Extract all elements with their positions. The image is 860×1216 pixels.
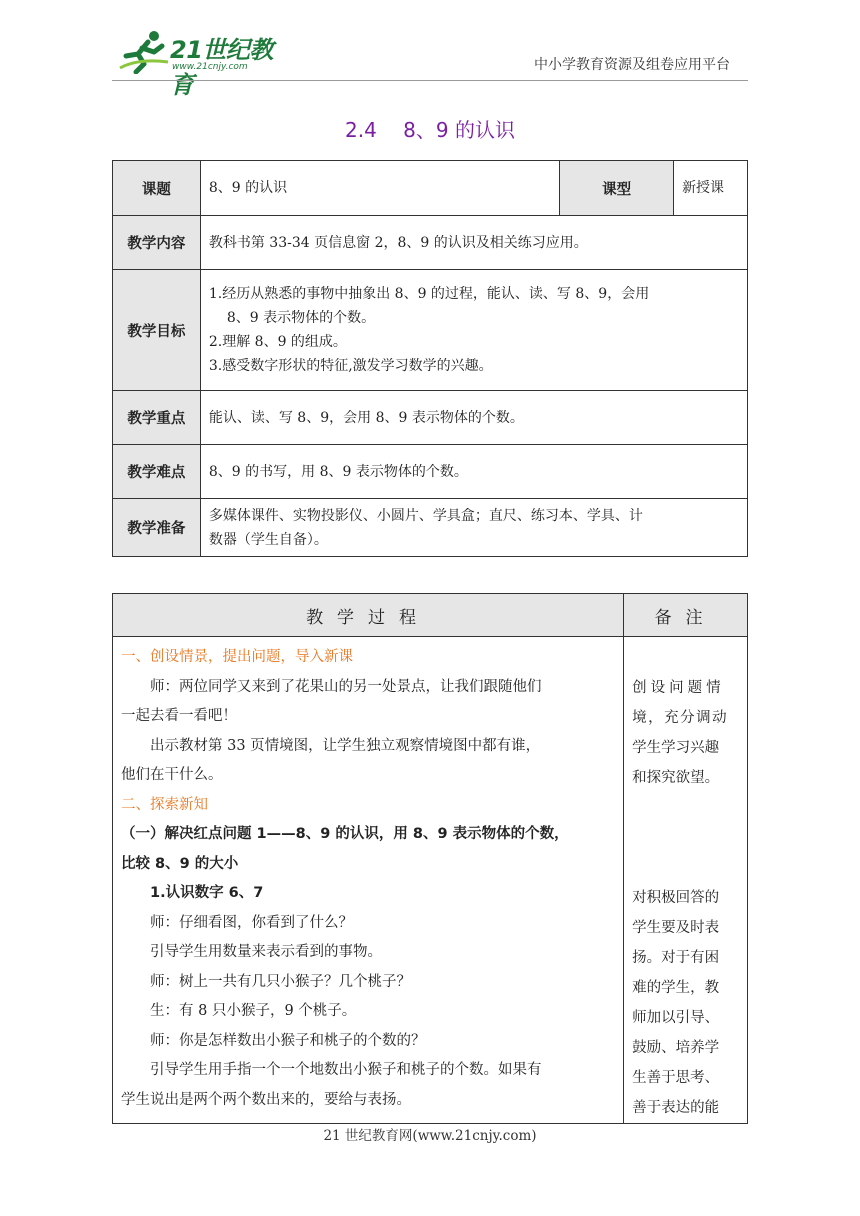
goal-line: 1.经历从熟悉的事物中抽象出 8、9 的过程，能认、读、写 8、9，会用: [208, 286, 650, 302]
row-preparation: [113, 499, 748, 557]
prep-label: 教学准备: [113, 499, 201, 557]
goals-label: 教学目标: [113, 270, 201, 391]
subsection-heading: （一）解决红点问题 1——8、9 的认识，用 8、9 表示物体的个数，: [121, 826, 569, 842]
process-header-row: [113, 594, 748, 637]
subsection-heading: 比较 8、9 的大小: [121, 855, 239, 872]
note-line: 学生要及时表: [632, 920, 720, 936]
prep-value: [200, 499, 747, 557]
paragraph: 生：有 8 只小猴子，9 个桃子。: [150, 1003, 357, 1019]
note-line: 对积极回答的: [632, 890, 720, 906]
paragraph: 师：树上一共有几只小猴子？几个桃子？: [150, 973, 411, 990]
platform-label: 中小学教育资源及组卷应用平台: [534, 57, 730, 73]
note-line: 善于表达的能: [632, 1100, 720, 1116]
goal-line: 3.感受数字形状的特征,激发学习数学的兴趣。: [208, 358, 493, 374]
key-label: 教学重点: [113, 391, 201, 445]
note-line: 境，充分调动: [632, 710, 729, 726]
page-header: [0, 0, 860, 99]
prep-line: 多媒体课件、实物投影仪、小圆片、学具盒；直尺、练习本、学具、计: [208, 507, 643, 524]
process-header: 教学过程: [113, 594, 624, 637]
paragraph: 师：两位同学又来到了花果山的另一处景点，让我们跟随他们: [150, 678, 542, 695]
difficult-value: 8、9 的书写，用 8、9 表示物体的个数。: [200, 445, 747, 499]
step-heading: 1.认识数字 6、7: [150, 885, 264, 901]
paragraph: 引导学生用数量来表示看到的事物。: [150, 944, 382, 960]
note-header: 备注: [624, 594, 748, 637]
note-spacer: [632, 793, 739, 883]
runner-logo-icon: [118, 28, 170, 74]
topic-value: 8、9 的认识: [200, 161, 559, 216]
row-content: [113, 216, 748, 270]
logo-url: www.21cnjy.com: [172, 62, 248, 72]
notes-column: [624, 637, 748, 1124]
type-label: 课型: [560, 161, 674, 216]
type-value: 新授课: [674, 161, 748, 216]
row-difficult-point: [113, 445, 748, 499]
goal-line: 2.理解 8、9 的组成。: [208, 334, 347, 350]
logo-text: 21世纪教育: [170, 36, 273, 99]
header-divider: [112, 80, 748, 81]
note-line: 生善于思考、: [632, 1070, 720, 1086]
row-goals: [113, 270, 748, 391]
difficult-label: 教学难点: [113, 445, 201, 499]
paragraph: 他们在干什么。: [121, 767, 223, 783]
note-line: 师加以引导、: [632, 1010, 720, 1026]
paragraph: 一起去看一看吧！: [121, 708, 237, 724]
site-logo: [118, 28, 288, 99]
section-heading: 一、创设情景，提出问题，导入新课: [121, 649, 353, 665]
content-value: 教科书第 33-34 页信息窗 2，8、9 的认识及相关练习应用。: [200, 216, 747, 270]
page-title: 2.4 8、9 的认识: [345, 118, 515, 142]
paragraph: 学生说出是两个两个数出来的，要给与表扬。: [121, 1091, 411, 1108]
note-line: 学生学习兴趣: [632, 740, 720, 756]
note-spacer: [632, 637, 739, 673]
goals-value: [200, 270, 747, 391]
section-heading: 二、探索新知: [121, 796, 208, 813]
paragraph: 师：仔细看图，你看到了什么？: [150, 914, 353, 931]
paragraph: 出示教材第 33 页情境图，让学生独立观察情境图中都有谁，: [150, 737, 541, 754]
teaching-process-table: [112, 593, 748, 1124]
note-line: 创设问题情: [632, 680, 725, 696]
paragraph: 师：你是怎样数出小猴子和桃子的个数的？: [150, 1032, 426, 1049]
goal-line: 8、9 表示物体的个数。: [226, 310, 376, 326]
process-body-row: [113, 637, 748, 1124]
topic-label: 课题: [113, 161, 201, 216]
page-footer: 21 世纪教育网(www.21cnjy.com): [323, 1128, 537, 1144]
row-key-point: [113, 391, 748, 445]
note-line: 鼓励、培养学: [632, 1040, 720, 1056]
content-label: 教学内容: [113, 216, 201, 270]
process-content: [113, 637, 624, 1124]
note-line: 难的学生，教: [632, 980, 720, 996]
note-line: 和探究欲望。: [632, 770, 720, 786]
lesson-info-table: [112, 160, 748, 557]
row-topic: [113, 161, 748, 216]
prep-line: 数器（学生自备）。: [208, 531, 328, 548]
paragraph: 引导学生用手指一个一个地数出小猴子和桃子的个数。如果有: [150, 1062, 542, 1078]
note-line: 扬。对于有困: [632, 950, 720, 966]
key-value: 能认、读、写 8、9，会用 8、9 表示物体的个数。: [200, 391, 747, 445]
